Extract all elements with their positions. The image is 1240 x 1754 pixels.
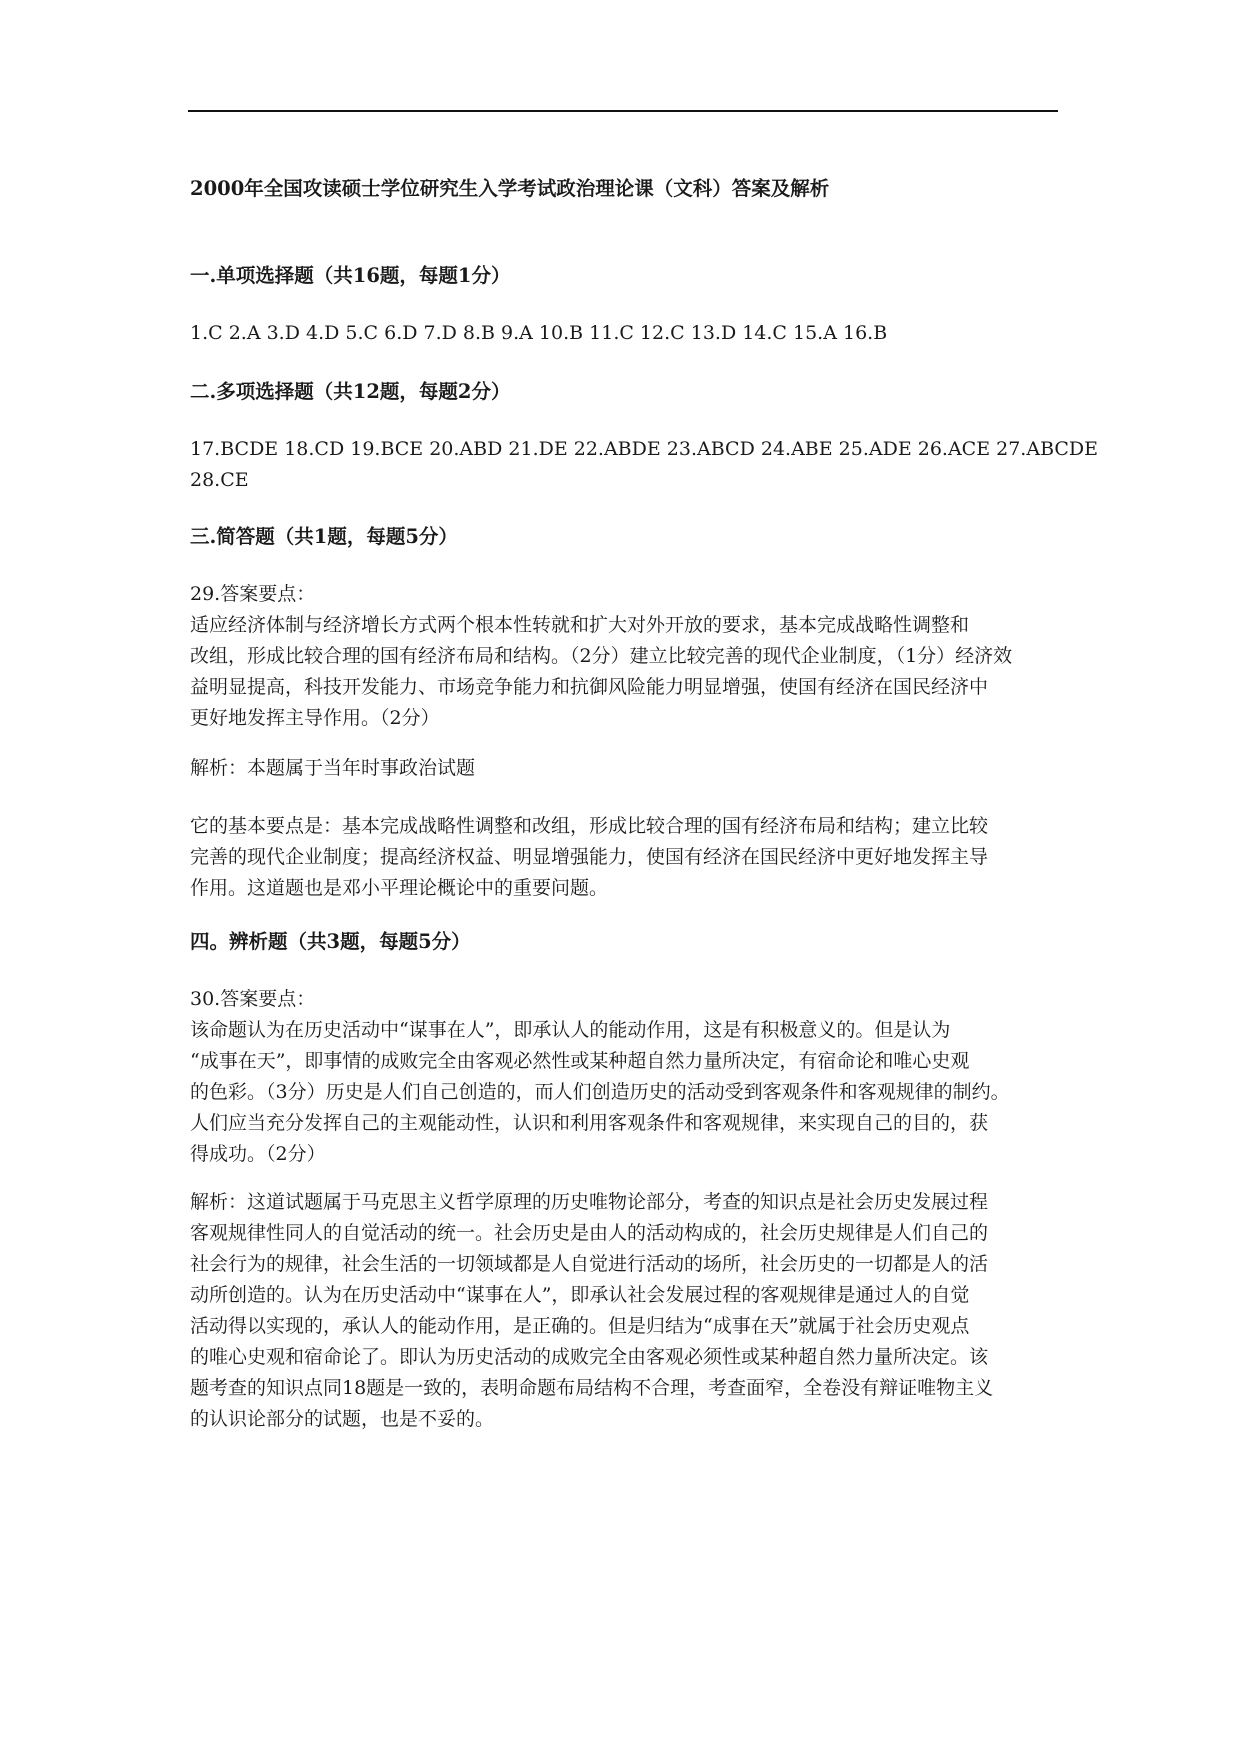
section-heading-single-choice: 一.单项选择题（共16题，每题1分） bbox=[190, 264, 511, 287]
answer-line: 更好地发挥主导作用。（2分） bbox=[190, 707, 440, 729]
multiple-choice-answers bbox=[190, 434, 1099, 496]
answer-line: 的色彩。（3分）历史是人们自己创造的，而人们创造历史的活动受到客观条件和客观规律的制约。 bbox=[190, 1081, 1010, 1103]
analysis-line: 它的基本要点是：基本完成战略性调整和改组，形成比较合理的国有经济布局和结构；建立比较 bbox=[190, 815, 989, 837]
analysis-line: 社会行为的规律，社会生活的一切领域都是人自觉进行活动的场所，社会历史的一切都是人的活 bbox=[190, 1253, 989, 1275]
answer-line: 30.答案要点： bbox=[190, 988, 316, 1010]
answer-line: 得成功。（2分） bbox=[190, 1143, 326, 1165]
answer-line: 该命题认为在历史活动中“谋事在人”，即承认人的能动作用，这是有积极意义的。但是认为 bbox=[190, 1019, 951, 1041]
analysis-line: 动所创造的。认为在历史活动中“谋事在人”，即承认社会发展过程的客观规律是通过人的自觉 bbox=[190, 1284, 970, 1306]
top-horizontal-rule bbox=[188, 110, 1058, 112]
answer-line: 改组，形成比较合理的国有经济布局和结构。（2分）建立比较完善的现代企业制度，（1分）经济效 bbox=[190, 645, 1013, 667]
discrimination-analysis bbox=[190, 1187, 1060, 1435]
analysis-line: 的认识论部分的试题，也是不妥的。 bbox=[190, 1408, 495, 1430]
analysis-line: 的唯心史观和宿命论了。即认为历史活动的成败完全由客观必须性或某种超自然力量所决定。该 bbox=[190, 1346, 989, 1368]
short-answer-answer bbox=[190, 579, 1060, 734]
answer-line: 17.BCDE 18.CD 19.BCE 20.ABD 21.DE 22.ABDE 23.ABCD 24.ABE 25.ADE 26.ACE 27.ABCDE bbox=[190, 438, 1099, 460]
document-title: 2000年全国攻读硕士学位研究生入学考试政治理论课（文科）答案及解析 bbox=[190, 177, 830, 200]
section-heading-multiple-choice: 二.多项选择题（共12题，每题2分） bbox=[190, 380, 511, 403]
analysis-line: 完善的现代企业制度；提高经济权益、明显增强能力，使国有经济在国民经济中更好地发挥主导 bbox=[190, 846, 989, 868]
answer-line: 人们应当充分发挥自己的主观能动性，认识和利用客观条件和客观规律，来实现自己的目的，获 bbox=[190, 1112, 989, 1134]
analysis-line: 客观规律性同人的自觉活动的统一。社会历史是由人的活动构成的，社会历史规律是人们自己的 bbox=[190, 1222, 989, 1244]
answer-line: 1.C 2.A 3.D 4.D 5.C 6.D 7.D 8.B 9.A 10.B 11.C 12.C 13.D 14.C 15.A 16.B bbox=[190, 322, 888, 344]
answer-line: 益明显提高，科技开发能力、市场竞争能力和抗御风险能力明显增强，使国有经济在国民经济中 bbox=[190, 676, 989, 698]
analysis-line: 题考查的知识点同18题是一致的，表明命题布局结构不合理，考查面窄，全卷没有辩证唯物主义 bbox=[190, 1377, 994, 1399]
answer-line: 适应经济体制与经济增长方式两个根本性转就和扩大对外开放的要求，基本完成战略性调整和 bbox=[190, 614, 970, 636]
answer-line: 29.答案要点： bbox=[190, 583, 316, 605]
short-answer-analysis bbox=[190, 753, 1060, 784]
answer-line: 28.CE bbox=[190, 469, 249, 491]
discrimination-answer bbox=[190, 984, 1060, 1170]
analysis-line: 活动得以实现的，承认人的能动作用，是正确的。但是归结为“成事在天”就属于社会历史观点 bbox=[190, 1315, 970, 1337]
answer-line: “成事在天”，即事情的成败完全由客观必然性或某种超自然力量所决定，有宿命论和唯心史观 bbox=[190, 1050, 970, 1072]
section-heading-discrimination: 四。辨析题（共3题，每题5分） bbox=[190, 930, 471, 953]
analysis-line: 解析：这道试题属于马克思主义哲学原理的历史唯物论部分，考查的知识点是社会历史发展过程 bbox=[190, 1191, 989, 1213]
single-choice-answers bbox=[190, 318, 1060, 349]
analysis-line: 作用。这道题也是邓小平理论概论中的重要问题。 bbox=[190, 877, 609, 899]
section-heading-short-answer: 三.简答题（共1题，每题5分） bbox=[190, 525, 458, 548]
analysis-line: 解析：本题属于当年时事政治试题 bbox=[190, 757, 476, 779]
short-answer-analysis-points bbox=[190, 811, 1060, 904]
